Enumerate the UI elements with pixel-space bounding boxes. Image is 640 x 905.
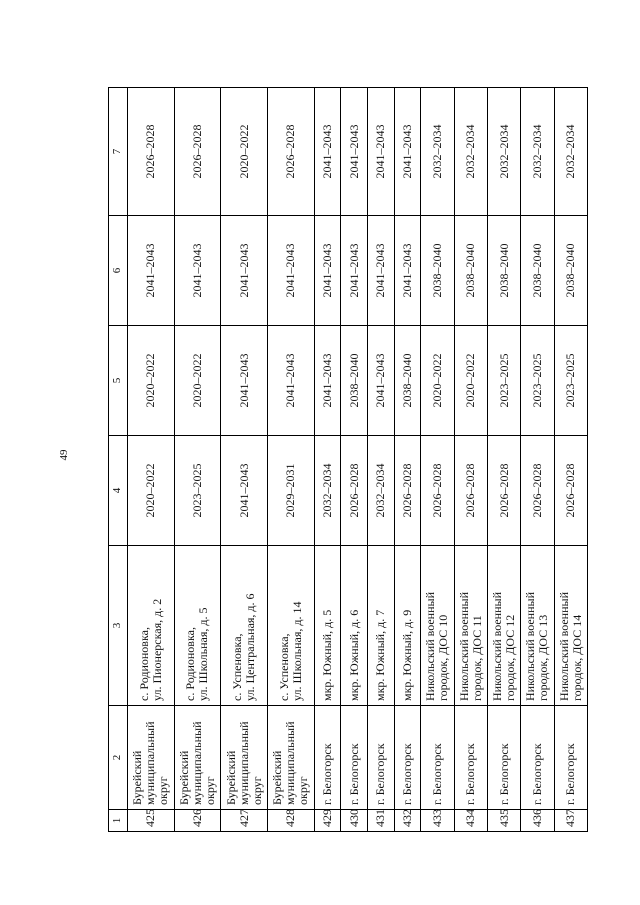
period-col6-cell: 2038–2040 <box>554 216 587 326</box>
period-col4-cell: 2026–2028 <box>394 436 421 546</box>
period-col5-cell: 2020–2022 <box>174 326 221 436</box>
period-col5-cell: 2041–2043 <box>267 326 314 436</box>
page-number: 49 <box>58 449 70 461</box>
period-col6-cell: 2038–2040 <box>454 216 487 326</box>
period-col4-cell: 2026–2028 <box>454 436 487 546</box>
period-col4-cell: 2023–2025 <box>174 436 221 546</box>
period-col6-cell: 2041–2043 <box>341 216 368 326</box>
period-col7-cell: 2026–2028 <box>174 88 221 216</box>
row-number-cell: 426 <box>174 810 221 832</box>
address-cell: Никольский военный городок, ДОС 10 <box>421 546 454 706</box>
column-header: 6 <box>109 216 128 326</box>
table-row <box>554 88 587 832</box>
table-row <box>127 88 174 832</box>
municipality-cell: Бурейский муниципальный округ <box>267 706 314 810</box>
period-col4-cell: 2026–2028 <box>487 436 520 546</box>
period-col5-cell: 2038–2040 <box>341 326 368 436</box>
period-col7-cell: 2026–2028 <box>127 88 174 216</box>
table-row <box>367 88 394 832</box>
municipality-cell: г. Белогорск <box>341 706 368 810</box>
municipality-cell: г. Белогорск <box>394 706 421 810</box>
table-row <box>394 88 421 832</box>
table-row <box>341 88 368 832</box>
column-header: 5 <box>109 326 128 436</box>
column-header: 2 <box>109 706 128 810</box>
row-number-cell: 431 <box>367 810 394 832</box>
table-row <box>267 88 314 832</box>
period-col5-cell: 2023–2025 <box>487 326 520 436</box>
table-row <box>521 88 554 832</box>
table-row <box>314 88 341 832</box>
header-row <box>109 88 128 832</box>
address-cell: мкр. Южный, д. 5 <box>314 546 341 706</box>
data-table <box>108 87 588 832</box>
address-cell: с. Родионовка, ул. Пионерская, д. 2 <box>127 546 174 706</box>
municipality-cell: Бурейский муниципальный округ <box>221 706 268 810</box>
period-col4-cell: 2032–2034 <box>314 436 341 546</box>
table-container <box>108 88 588 832</box>
period-col5-cell: 2041–2043 <box>221 326 268 436</box>
period-col4-cell: 2032–2034 <box>367 436 394 546</box>
period-col7-cell: 2041–2043 <box>314 88 341 216</box>
municipality-cell: г. Белогорск <box>487 706 520 810</box>
column-header: 1 <box>109 810 128 832</box>
period-col4-cell: 2041–2043 <box>221 436 268 546</box>
municipality-cell: г. Белогорск <box>367 706 394 810</box>
period-col7-cell: 2041–2043 <box>394 88 421 216</box>
column-header: 3 <box>109 546 128 706</box>
address-cell: Никольский военный городок, ДОС 14 <box>554 546 587 706</box>
column-header: 7 <box>109 88 128 216</box>
period-col7-cell: 2032–2034 <box>521 88 554 216</box>
row-number-cell: 428 <box>267 810 314 832</box>
address-cell: Никольский военный городок, ДОС 11 <box>454 546 487 706</box>
period-col5-cell: 2023–2025 <box>521 326 554 436</box>
period-col5-cell: 2038–2040 <box>394 326 421 436</box>
period-col5-cell: 2020–2022 <box>127 326 174 436</box>
address-cell: мкр. Южный, д. 6 <box>341 546 368 706</box>
period-col6-cell: 2041–2043 <box>221 216 268 326</box>
address-cell: с. Успеновка, ул. Центральная, д. 6 <box>221 546 268 706</box>
municipality-cell: г. Белогорск <box>314 706 341 810</box>
municipality-cell: г. Белогорск <box>554 706 587 810</box>
period-col7-cell: 2041–2043 <box>341 88 368 216</box>
row-number-cell: 427 <box>221 810 268 832</box>
municipality-cell: г. Белогорск <box>521 706 554 810</box>
table-row <box>174 88 221 832</box>
period-col7-cell: 2032–2034 <box>554 88 587 216</box>
address-cell: Никольский военный городок, ДОС 13 <box>521 546 554 706</box>
period-col7-cell: 2026–2028 <box>267 88 314 216</box>
period-col6-cell: 2038–2040 <box>487 216 520 326</box>
period-col4-cell: 2026–2028 <box>421 436 454 546</box>
period-col6-cell: 2041–2043 <box>367 216 394 326</box>
period-col5-cell: 2041–2043 <box>314 326 341 436</box>
address-cell: мкр. Южный, д. 7 <box>367 546 394 706</box>
period-col4-cell: 2026–2028 <box>341 436 368 546</box>
row-number-cell: 436 <box>521 810 554 832</box>
period-col5-cell: 2023–2025 <box>554 326 587 436</box>
municipality-cell: Бурейский муниципальный округ <box>174 706 221 810</box>
rotated-table-frame <box>108 88 588 832</box>
period-col4-cell: 2026–2028 <box>521 436 554 546</box>
row-number-cell: 433 <box>421 810 454 832</box>
table-row <box>221 88 268 832</box>
row-number-cell: 434 <box>454 810 487 832</box>
period-col4-cell: 2026–2028 <box>554 436 587 546</box>
municipality-cell: г. Белогорск <box>421 706 454 810</box>
period-col6-cell: 2041–2043 <box>314 216 341 326</box>
row-number-cell: 437 <box>554 810 587 832</box>
period-col6-cell: 2041–2043 <box>394 216 421 326</box>
table-row <box>454 88 487 832</box>
row-number-cell: 429 <box>314 810 341 832</box>
period-col7-cell: 2041–2043 <box>367 88 394 216</box>
municipality-cell: г. Белогорск <box>454 706 487 810</box>
period-col7-cell: 2032–2034 <box>421 88 454 216</box>
table-row <box>487 88 520 832</box>
period-col7-cell: 2020–2022 <box>221 88 268 216</box>
address-cell: Никольский военный городок, ДОС 12 <box>487 546 520 706</box>
period-col4-cell: 2020–2022 <box>127 436 174 546</box>
row-number-cell: 425 <box>127 810 174 832</box>
period-col6-cell: 2041–2043 <box>267 216 314 326</box>
column-header: 4 <box>109 436 128 546</box>
row-number-cell: 435 <box>487 810 520 832</box>
period-col7-cell: 2032–2034 <box>454 88 487 216</box>
period-col5-cell: 2020–2022 <box>421 326 454 436</box>
period-col4-cell: 2029–2031 <box>267 436 314 546</box>
address-cell: с. Родионовка, ул. Школьная, д. 5 <box>174 546 221 706</box>
period-col7-cell: 2032–2034 <box>487 88 520 216</box>
period-col6-cell: 2041–2043 <box>174 216 221 326</box>
address-cell: мкр. Южный, д. 9 <box>394 546 421 706</box>
period-col6-cell: 2038–2040 <box>521 216 554 326</box>
municipality-cell: Бурейский муниципальный округ <box>127 706 174 810</box>
period-col5-cell: 2041–2043 <box>367 326 394 436</box>
table-row <box>421 88 454 832</box>
address-cell: с. Успеновка, ул. Школьная, д. 14 <box>267 546 314 706</box>
row-number-cell: 432 <box>394 810 421 832</box>
period-col6-cell: 2038–2040 <box>421 216 454 326</box>
period-col6-cell: 2041–2043 <box>127 216 174 326</box>
row-number-cell: 430 <box>341 810 368 832</box>
period-col5-cell: 2020–2022 <box>454 326 487 436</box>
